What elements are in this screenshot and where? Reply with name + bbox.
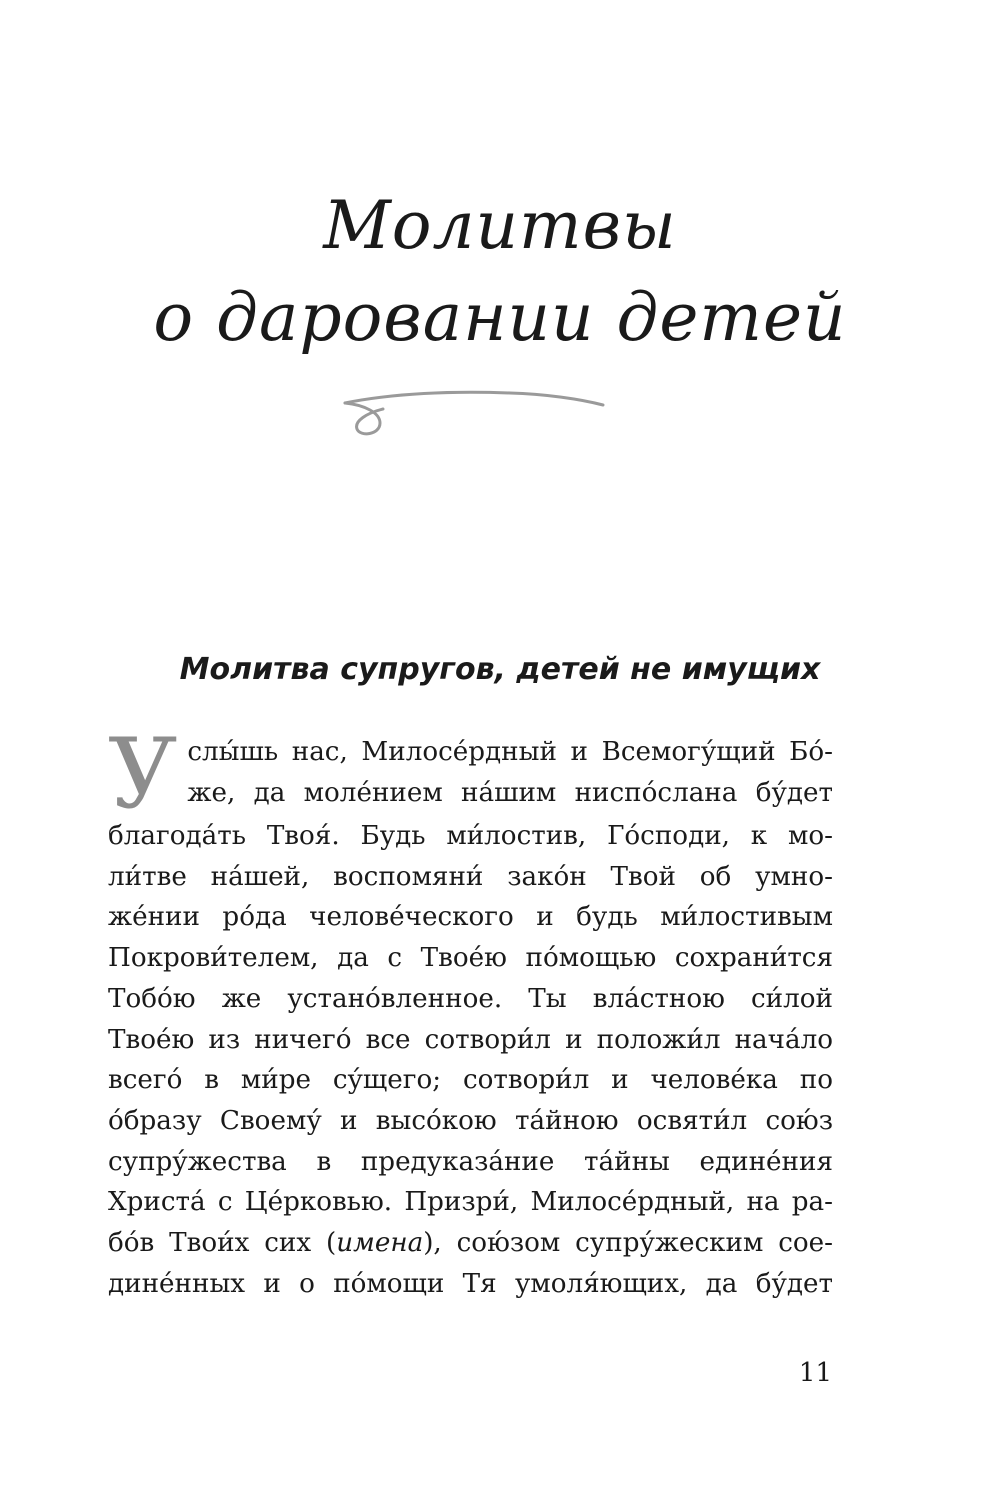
prayer-line-3: благода́ть Твоя́. Будь ми́лостив, Го́споди, к мо- bbox=[108, 821, 833, 851]
chapter-title-line-1: Молитвы bbox=[323, 187, 677, 264]
prayer-line-8: Твое́ю из ничего́ все сотвори́л и положи́л нача́ло bbox=[108, 1024, 833, 1055]
prayer-line-11: супру́жества в предуказа́ние та́йны едине́ния bbox=[108, 1146, 833, 1177]
page-number: 11 bbox=[798, 1358, 832, 1388]
prayer-line-12: Христа́ с Це́рковью. Призри́, Милосе́рдный, на ра- bbox=[108, 1187, 833, 1218]
prayer-line-14: дине́нных и о по́мощи Тя умоля́ющих, да бу́дет bbox=[108, 1268, 833, 1299]
prayer-line-1: слы́шь нас, Милосе́рдный и Всемогу́щий Бо́- bbox=[187, 737, 833, 767]
chapter-title bbox=[0, 180, 1000, 364]
chapter-title-line-2: о даровании детей bbox=[153, 279, 847, 356]
drop-cap: У bbox=[108, 718, 178, 830]
prayer-line-6: Покрови́телем, да с Твое́ю по́мощью сохрани́тся bbox=[108, 943, 833, 974]
prayer-line-5: же́нии ро́да челове́ческого и будь ми́лостивым bbox=[108, 902, 833, 933]
prayer-line-2: же, да моле́нием на́шим ниспо́слана бу́дет bbox=[187, 777, 833, 808]
flourish-ornament-icon bbox=[335, 385, 610, 445]
prayer-line-13-end: ), сою́зом супру́жеским сое- bbox=[423, 1228, 833, 1259]
names-placeholder: имена bbox=[336, 1228, 424, 1259]
prayer-line-7: Тобо́ю же устано́вленное. Ты вла́стною си́лой bbox=[108, 983, 833, 1014]
prayer-body bbox=[108, 718, 833, 1304]
prayer-line-9: всего́ в ми́ре су́щего; сотвори́л и челове́ка по bbox=[108, 1065, 833, 1096]
prayer-line-13-start: бо́в Твои́х сих ( bbox=[108, 1228, 337, 1259]
prayer-line-13 bbox=[108, 1223, 833, 1264]
prayer-line-10: о́бразу Своему́ и высо́кою та́йною освяти́л сою́з bbox=[108, 1105, 833, 1136]
prayer-line-4: ли́тве на́шей, воспомяни́ зако́н Твой об умно- bbox=[108, 861, 833, 892]
prayer-heading: Молитва супругов, детей не имущих bbox=[179, 652, 821, 687]
